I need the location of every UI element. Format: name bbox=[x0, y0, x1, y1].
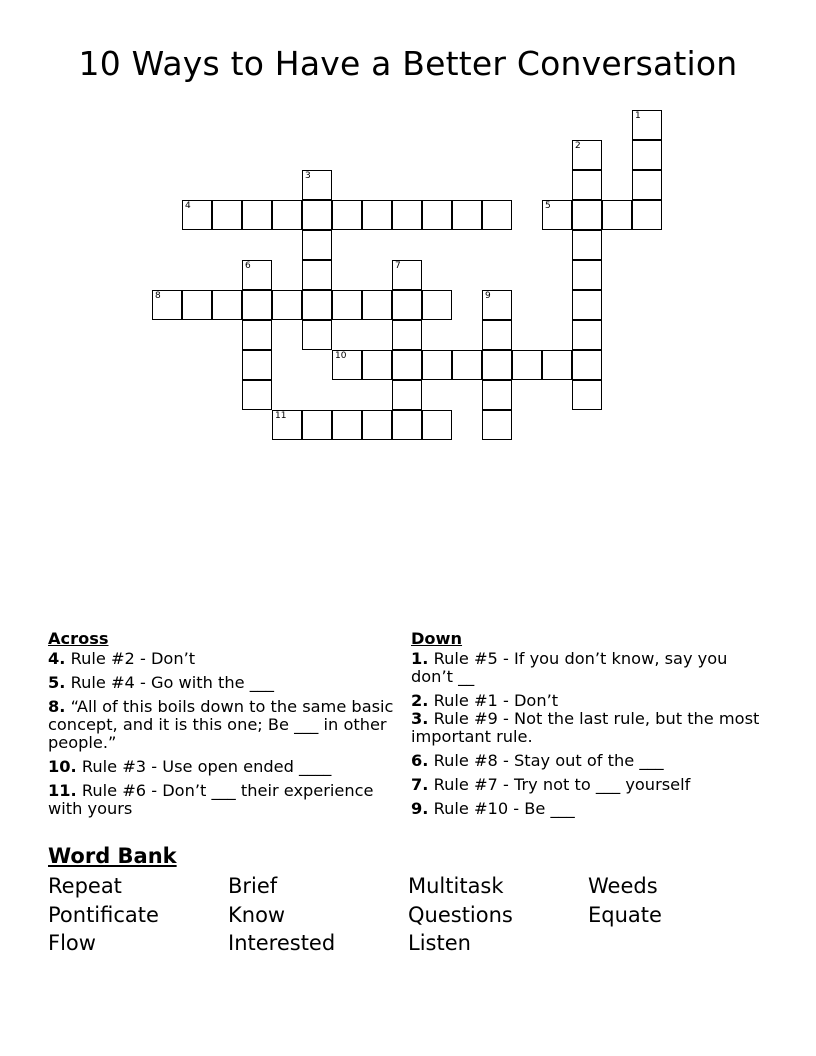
page-title: 10 Ways to Have a Better Conversation bbox=[78, 44, 738, 83]
crossword-cell[interactable] bbox=[602, 200, 632, 230]
cell-number: 3 bbox=[305, 171, 311, 181]
word-bank-item: Know bbox=[228, 903, 286, 927]
clue-text: Rule #7 - Try not to ___ yourself bbox=[433, 775, 691, 794]
crossword-cell[interactable] bbox=[422, 410, 452, 440]
crossword-cell[interactable] bbox=[482, 380, 512, 410]
clue-across-8 bbox=[48, 698, 408, 752]
crossword-cell[interactable] bbox=[362, 290, 392, 320]
clue-text: Rule #5 - If you don’t know, say you don’t __ bbox=[411, 649, 728, 686]
crossword-cell[interactable] bbox=[242, 350, 272, 380]
across-clues bbox=[48, 630, 408, 824]
crossword-cell[interactable] bbox=[242, 290, 272, 320]
clue-down-7 bbox=[411, 776, 771, 794]
cell-number: 1 bbox=[635, 111, 641, 121]
clue-number: 4. bbox=[48, 649, 66, 668]
crossword-cell[interactable] bbox=[422, 200, 452, 230]
cell-number: 8 bbox=[155, 291, 161, 301]
word-bank-item: Weeds bbox=[588, 874, 658, 898]
clue-number: 1. bbox=[411, 649, 429, 668]
cell-number: 5 bbox=[545, 201, 551, 211]
cell-number: 10 bbox=[335, 351, 347, 361]
crossword-cell[interactable] bbox=[362, 350, 392, 380]
word-bank-item: Pontificate bbox=[48, 903, 159, 927]
crossword-cell[interactable] bbox=[242, 320, 272, 350]
clue-number: 11. bbox=[48, 781, 77, 800]
clue-text: “All of this boils down to the same basic concept, and it is this one; Be ___ in other people.” bbox=[48, 697, 394, 752]
crossword-cell[interactable] bbox=[422, 290, 452, 320]
word-bank-item: Repeat bbox=[48, 874, 122, 898]
crossword-cell[interactable] bbox=[572, 320, 602, 350]
clue-down-3 bbox=[411, 710, 771, 746]
clue-text: Rule #4 - Go with the ___ bbox=[70, 673, 275, 692]
clue-number: 3. bbox=[411, 709, 429, 728]
clue-across-5 bbox=[48, 674, 408, 692]
crossword-cell[interactable] bbox=[422, 350, 452, 380]
cell-number: 7 bbox=[395, 261, 401, 271]
crossword-cell[interactable] bbox=[482, 290, 512, 320]
crossword-cell[interactable] bbox=[212, 200, 242, 230]
clue-number: 9. bbox=[411, 799, 429, 818]
crossword-cell[interactable] bbox=[272, 410, 302, 440]
crossword-cell[interactable] bbox=[572, 380, 602, 410]
crossword-cell[interactable] bbox=[632, 170, 662, 200]
word-bank-item: Equate bbox=[588, 903, 662, 927]
crossword-cell[interactable] bbox=[392, 350, 422, 380]
crossword-cell[interactable] bbox=[392, 320, 422, 350]
crossword-cell[interactable] bbox=[302, 170, 332, 200]
crossword-cell[interactable] bbox=[392, 200, 422, 230]
clue-across-10 bbox=[48, 758, 408, 776]
clue-text: Rule #1 - Don’t bbox=[433, 691, 559, 710]
clue-across-4 bbox=[48, 650, 408, 668]
crossword-cell[interactable] bbox=[392, 380, 422, 410]
crossword-cell[interactable] bbox=[542, 350, 572, 380]
crossword-cell[interactable] bbox=[212, 290, 242, 320]
crossword-cell[interactable] bbox=[572, 350, 602, 380]
down-heading: Down bbox=[411, 629, 463, 648]
cell-number: 9 bbox=[485, 291, 491, 301]
cell-number: 11 bbox=[275, 411, 287, 421]
clue-text: Rule #3 - Use open ended ____ bbox=[81, 757, 332, 776]
clue-across-11 bbox=[48, 782, 408, 818]
crossword-cell[interactable] bbox=[392, 410, 422, 440]
crossword-cell[interactable] bbox=[392, 290, 422, 320]
crossword-cell[interactable] bbox=[242, 260, 272, 290]
crossword-cell[interactable] bbox=[302, 320, 332, 350]
crossword-cell[interactable] bbox=[392, 260, 422, 290]
across-heading: Across bbox=[48, 629, 109, 648]
clue-text: Rule #10 - Be ___ bbox=[433, 799, 575, 818]
crossword-cell[interactable] bbox=[542, 200, 572, 230]
crossword-cell[interactable] bbox=[362, 200, 392, 230]
clue-text: Rule #6 - Don’t ___ their experience with yours bbox=[48, 781, 374, 818]
crossword-cell[interactable] bbox=[242, 200, 272, 230]
clue-down-9 bbox=[411, 800, 771, 818]
crossword-cell[interactable] bbox=[632, 140, 662, 170]
cell-number: 4 bbox=[185, 201, 191, 211]
crossword-cell[interactable] bbox=[362, 410, 392, 440]
crossword-cell[interactable] bbox=[482, 350, 512, 380]
crossword-cell[interactable] bbox=[632, 110, 662, 140]
crossword-cell[interactable] bbox=[572, 260, 602, 290]
clue-text: Rule #9 - Not the last rule, but the most important rule. bbox=[411, 709, 760, 746]
crossword-cell[interactable] bbox=[332, 290, 362, 320]
crossword-cell[interactable] bbox=[332, 200, 362, 230]
crossword-cell[interactable] bbox=[302, 290, 332, 320]
crossword-cell[interactable] bbox=[512, 350, 542, 380]
crossword-cell[interactable] bbox=[272, 200, 302, 230]
clue-number: 6. bbox=[411, 751, 429, 770]
clue-text: Rule #8 - Stay out of the ___ bbox=[433, 751, 664, 770]
crossword-cell[interactable] bbox=[302, 200, 332, 230]
down-clues bbox=[411, 630, 771, 824]
crossword-cell[interactable] bbox=[482, 200, 512, 230]
crossword-cell[interactable] bbox=[572, 230, 602, 260]
clue-number: 8. bbox=[48, 697, 66, 716]
crossword-grid bbox=[0, 0, 816, 460]
crossword-cell[interactable] bbox=[152, 290, 182, 320]
clue-down-2 bbox=[411, 692, 771, 710]
crossword-cell[interactable] bbox=[302, 260, 332, 290]
crossword-cell[interactable] bbox=[332, 410, 362, 440]
crossword-cell[interactable] bbox=[242, 380, 272, 410]
clue-down-1 bbox=[411, 650, 771, 686]
word-bank-item: Multitask bbox=[408, 874, 504, 898]
word-bank-item: Flow bbox=[48, 931, 96, 955]
crossword-cell[interactable] bbox=[332, 350, 362, 380]
crossword-cell[interactable] bbox=[572, 170, 602, 200]
clue-down-6 bbox=[411, 752, 771, 770]
crossword-cell[interactable] bbox=[572, 200, 602, 230]
word-bank-heading: Word Bank bbox=[48, 844, 177, 868]
crossword-cell[interactable] bbox=[452, 200, 482, 230]
crossword-cell[interactable] bbox=[482, 320, 512, 350]
crossword-cell[interactable] bbox=[452, 350, 482, 380]
word-bank-item: Questions bbox=[408, 903, 513, 927]
crossword-cell[interactable] bbox=[182, 290, 212, 320]
crossword-cell[interactable] bbox=[272, 290, 302, 320]
clue-number: 7. bbox=[411, 775, 429, 794]
crossword-cell[interactable] bbox=[572, 290, 602, 320]
clue-number: 10. bbox=[48, 757, 77, 776]
crossword-cell[interactable] bbox=[632, 200, 662, 230]
crossword-cell[interactable] bbox=[182, 200, 212, 230]
cell-number: 2 bbox=[575, 141, 581, 151]
word-bank-item: Listen bbox=[408, 931, 471, 955]
crossword-cell[interactable] bbox=[482, 410, 512, 440]
word-bank-item: Interested bbox=[228, 931, 336, 955]
crossword-cell[interactable] bbox=[302, 230, 332, 260]
clue-text: Rule #2 - Don’t bbox=[70, 649, 196, 668]
clue-number: 2. bbox=[411, 691, 429, 710]
crossword-cell[interactable] bbox=[302, 410, 332, 440]
word-bank-item: Brief bbox=[228, 874, 278, 898]
clue-number: 5. bbox=[48, 673, 66, 692]
crossword-cell[interactable] bbox=[572, 140, 602, 170]
cell-number: 6 bbox=[245, 261, 251, 271]
